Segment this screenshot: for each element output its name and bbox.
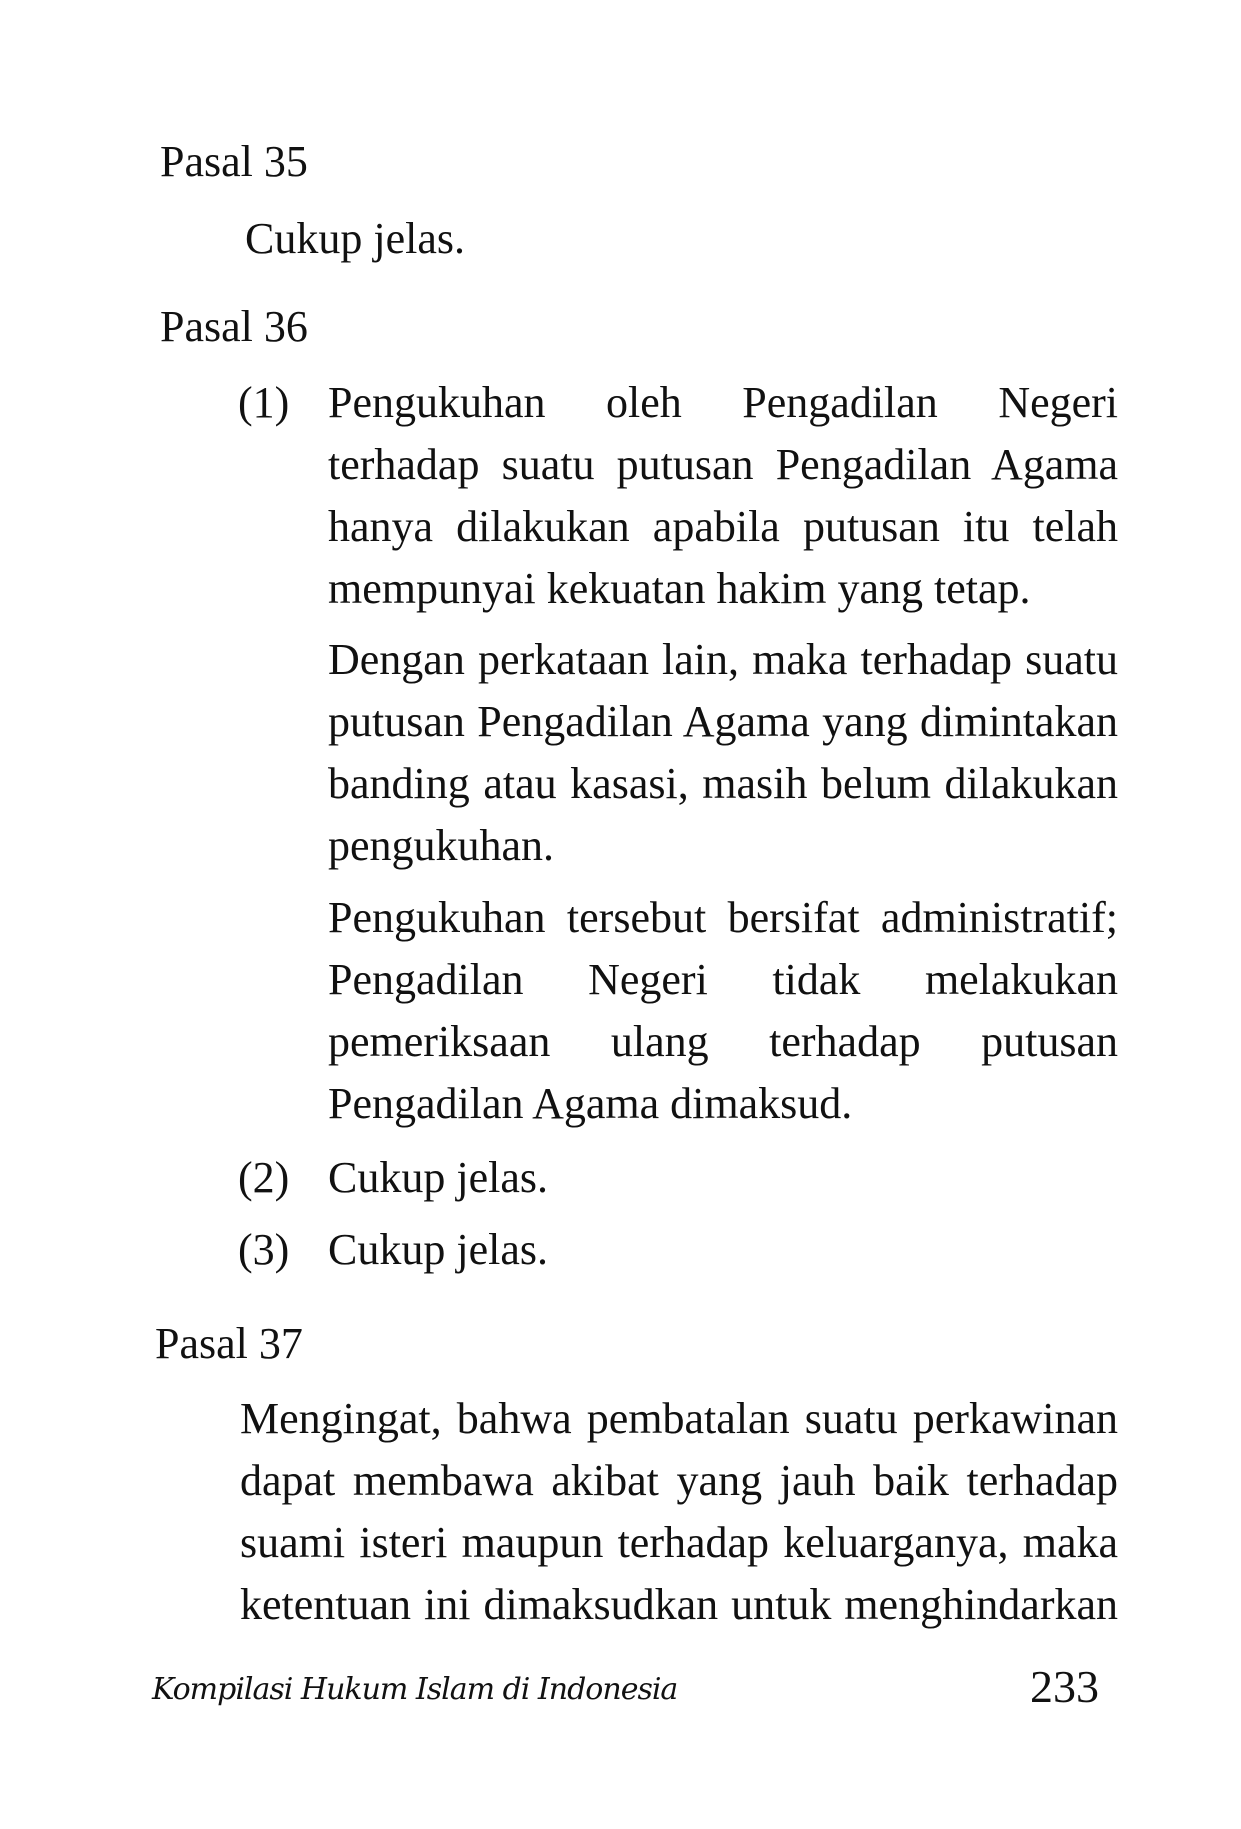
item-3-number: (3) <box>238 1225 290 1274</box>
pasal-35-heading: Pasal 35 <box>160 137 308 186</box>
pasal-37-line-3: suami isteri maupun terhadap keluarganya, maka <box>240 1518 1118 1567</box>
p2-line-1: Dengan perkataan lain, maka terhadap suatu <box>328 635 1118 684</box>
p3-line-4: Pengadilan Agama dimaksud. <box>328 1079 853 1128</box>
word: oleh <box>606 378 682 427</box>
pasal-37-line-2: dapat membawa akibat yang jauh baik terhadap <box>240 1456 1118 1505</box>
word: Negeri <box>998 378 1119 427</box>
pasal-37-line-1: Mengingat, bahwa pembatalan suatu perkawinan <box>240 1394 1118 1443</box>
item-1-number: (1) <box>238 378 290 427</box>
p1-line-4: mempunyai kekuatan hakim yang tetap. <box>328 564 1031 613</box>
word: pemeriksaan <box>328 1017 551 1066</box>
pasal-37-heading: Pasal 37 <box>155 1319 303 1368</box>
word: Pengadilan <box>742 378 938 427</box>
p2-line-3: banding atau kasasi, masih belum dilakukan <box>328 759 1118 808</box>
word: tidak <box>772 955 861 1004</box>
word: ulang <box>610 1017 709 1066</box>
p3-line-3 <box>328 1016 1118 1067</box>
pasal-35-text: Cukup jelas. <box>245 214 465 263</box>
item-3-text: Cukup jelas. <box>328 1225 548 1274</box>
footer-book-title: Kompilasi Hukum Islam di Indonesia <box>152 1672 678 1707</box>
pasal-36-heading: Pasal 36 <box>160 302 308 351</box>
word: putusan <box>981 1017 1119 1066</box>
p3-line-2 <box>328 954 1118 1005</box>
word: melakukan <box>924 955 1118 1004</box>
word: Negeri <box>588 955 708 1004</box>
p2-line-4: pengukuhan. <box>328 821 555 870</box>
page-number: 233 <box>1030 1661 1099 1712</box>
word: Pengadilan <box>328 955 524 1004</box>
p1-line-2: terhadap suatu putusan Pengadilan Agama <box>328 440 1118 489</box>
item-2-text: Cukup jelas. <box>328 1153 548 1202</box>
word: Pengukuhan <box>328 378 546 427</box>
item-2-number: (2) <box>238 1153 290 1202</box>
p1-line-1 <box>328 377 1118 428</box>
word: terhadap <box>769 1017 921 1066</box>
p1-line-3: hanya dilakukan apabila putusan itu telah <box>328 502 1118 551</box>
p3-line-1: Pengukuhan tersebut bersifat administratif; <box>328 893 1118 942</box>
pasal-37-line-4: ketentuan ini dimaksudkan untuk menghindarkan <box>240 1580 1118 1629</box>
p2-line-2: putusan Pengadilan Agama yang dimintakan <box>328 697 1118 746</box>
